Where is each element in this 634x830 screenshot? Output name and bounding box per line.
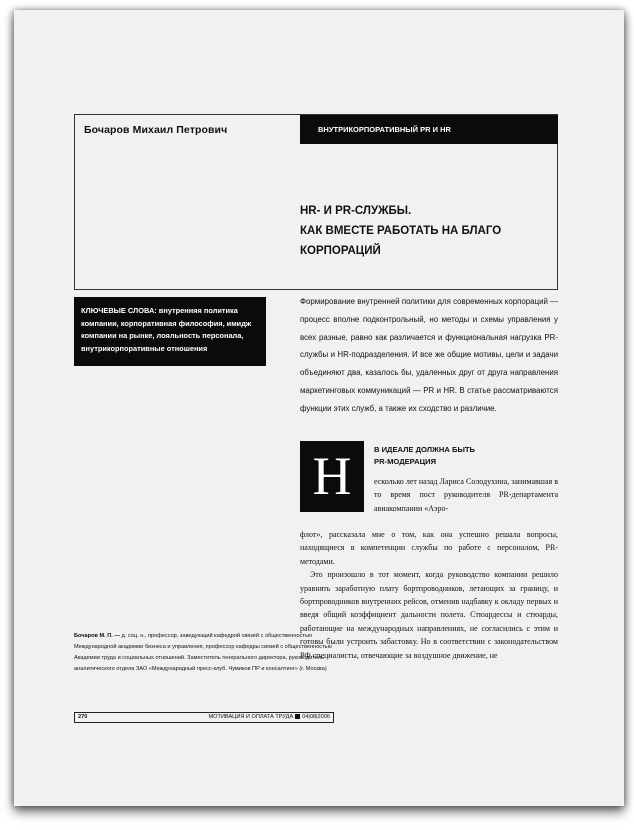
author-name: Бочаров Михаил Петрович [84, 124, 228, 136]
drop-cap: Н [300, 441, 364, 512]
body-paragraph-continued: флот», рассказала мне о том, как она успешно решала вопросы, находящиеся в компетенции службы по работе с персоналом, PR-методами. [300, 530, 558, 566]
lead-paragraph: Формирование внутренней политики для современных корпораций — процесс вполне подконтрольный, но методы и схемы управления у всех разные, равно как различается и функциональная нагрузка PR-службы и HR-подразделения. И все же общие мотивы, цели и задачи объединяют два, казалось бы, удаленных друг от друга направления маркетинговых коммуникаций — PR и HR. В статье рассматриваются функции этих служб, а также их сходство и различие. [300, 297, 558, 413]
page-number: 270 [78, 714, 88, 720]
page-footer [74, 712, 334, 723]
title-line: КАК ВМЕСТЕ РАБОТАТЬ НА БЛАГО [300, 225, 502, 237]
journal-info [208, 713, 330, 722]
body-paragraph-start: есколько лет назад Лариса Солодухина, занимавшая в то время пост руководителя PR-департамента авиакомпании «Аэро- [374, 477, 558, 513]
article-title [300, 201, 501, 261]
title-line: HR- И PR-СЛУЖБЫ. [300, 205, 412, 217]
issue-date: 04|08|2006 [302, 714, 330, 720]
title-line: КОРПОРАЦИЙ [300, 245, 381, 257]
keywords-box: КЛЮЧЕВЫЕ СЛОВА: внутренняя политика компании, корпоративная философия, имидж компании на рынке, лояльность персонала, внутрикорпоративные отношения [74, 297, 266, 366]
author-bio [74, 631, 336, 675]
rubric-banner: ВНУТРИКОРПОРАТИВНЫЙ PR И HR [300, 115, 558, 144]
subhead-line: В ИДЕАЛЕ ДОЛЖНА БЫТЬ [374, 445, 475, 454]
body-text-column [300, 528, 558, 662]
section-subhead [374, 444, 475, 468]
bio-name: Бочаров М. П. — [74, 633, 120, 639]
bio-text: д. соц. н., профессор, заведующий кафедрой связей с общественностью Международной академии бизнеса и управления, профессор кафедры связей с общественностью Академии труда и социальных отношений. Заместитель генерального директора, руководитель аналитического отдела ЗАО «Международный пресс-клуб. Чумиков ПР и консалтинг» (г. Москва) [74, 633, 332, 672]
square-bullet-icon [295, 714, 300, 719]
journal-name: МОТИВАЦИЯ И ОПЛАТА ТРУДА [208, 714, 294, 720]
subhead-line: PR-МОДЕРАЦИЯ [374, 457, 437, 466]
body-paragraph: Это произошло в тот момент, когда руководство компании решило уравнять заработную плату бортпроводников, летающих за границу, и бортпроводников внутренних рейсов, отменив надбавку к окладу первых и введя общий коэффициент дальности полета. Стюардессы и стюарды, работающие на международных направлениях, не согласились с этим и готовы были устроить забастовку. Но в соответствии с законодательством РФ специалисты, отвечающие за воздушное движение, не [300, 570, 558, 660]
